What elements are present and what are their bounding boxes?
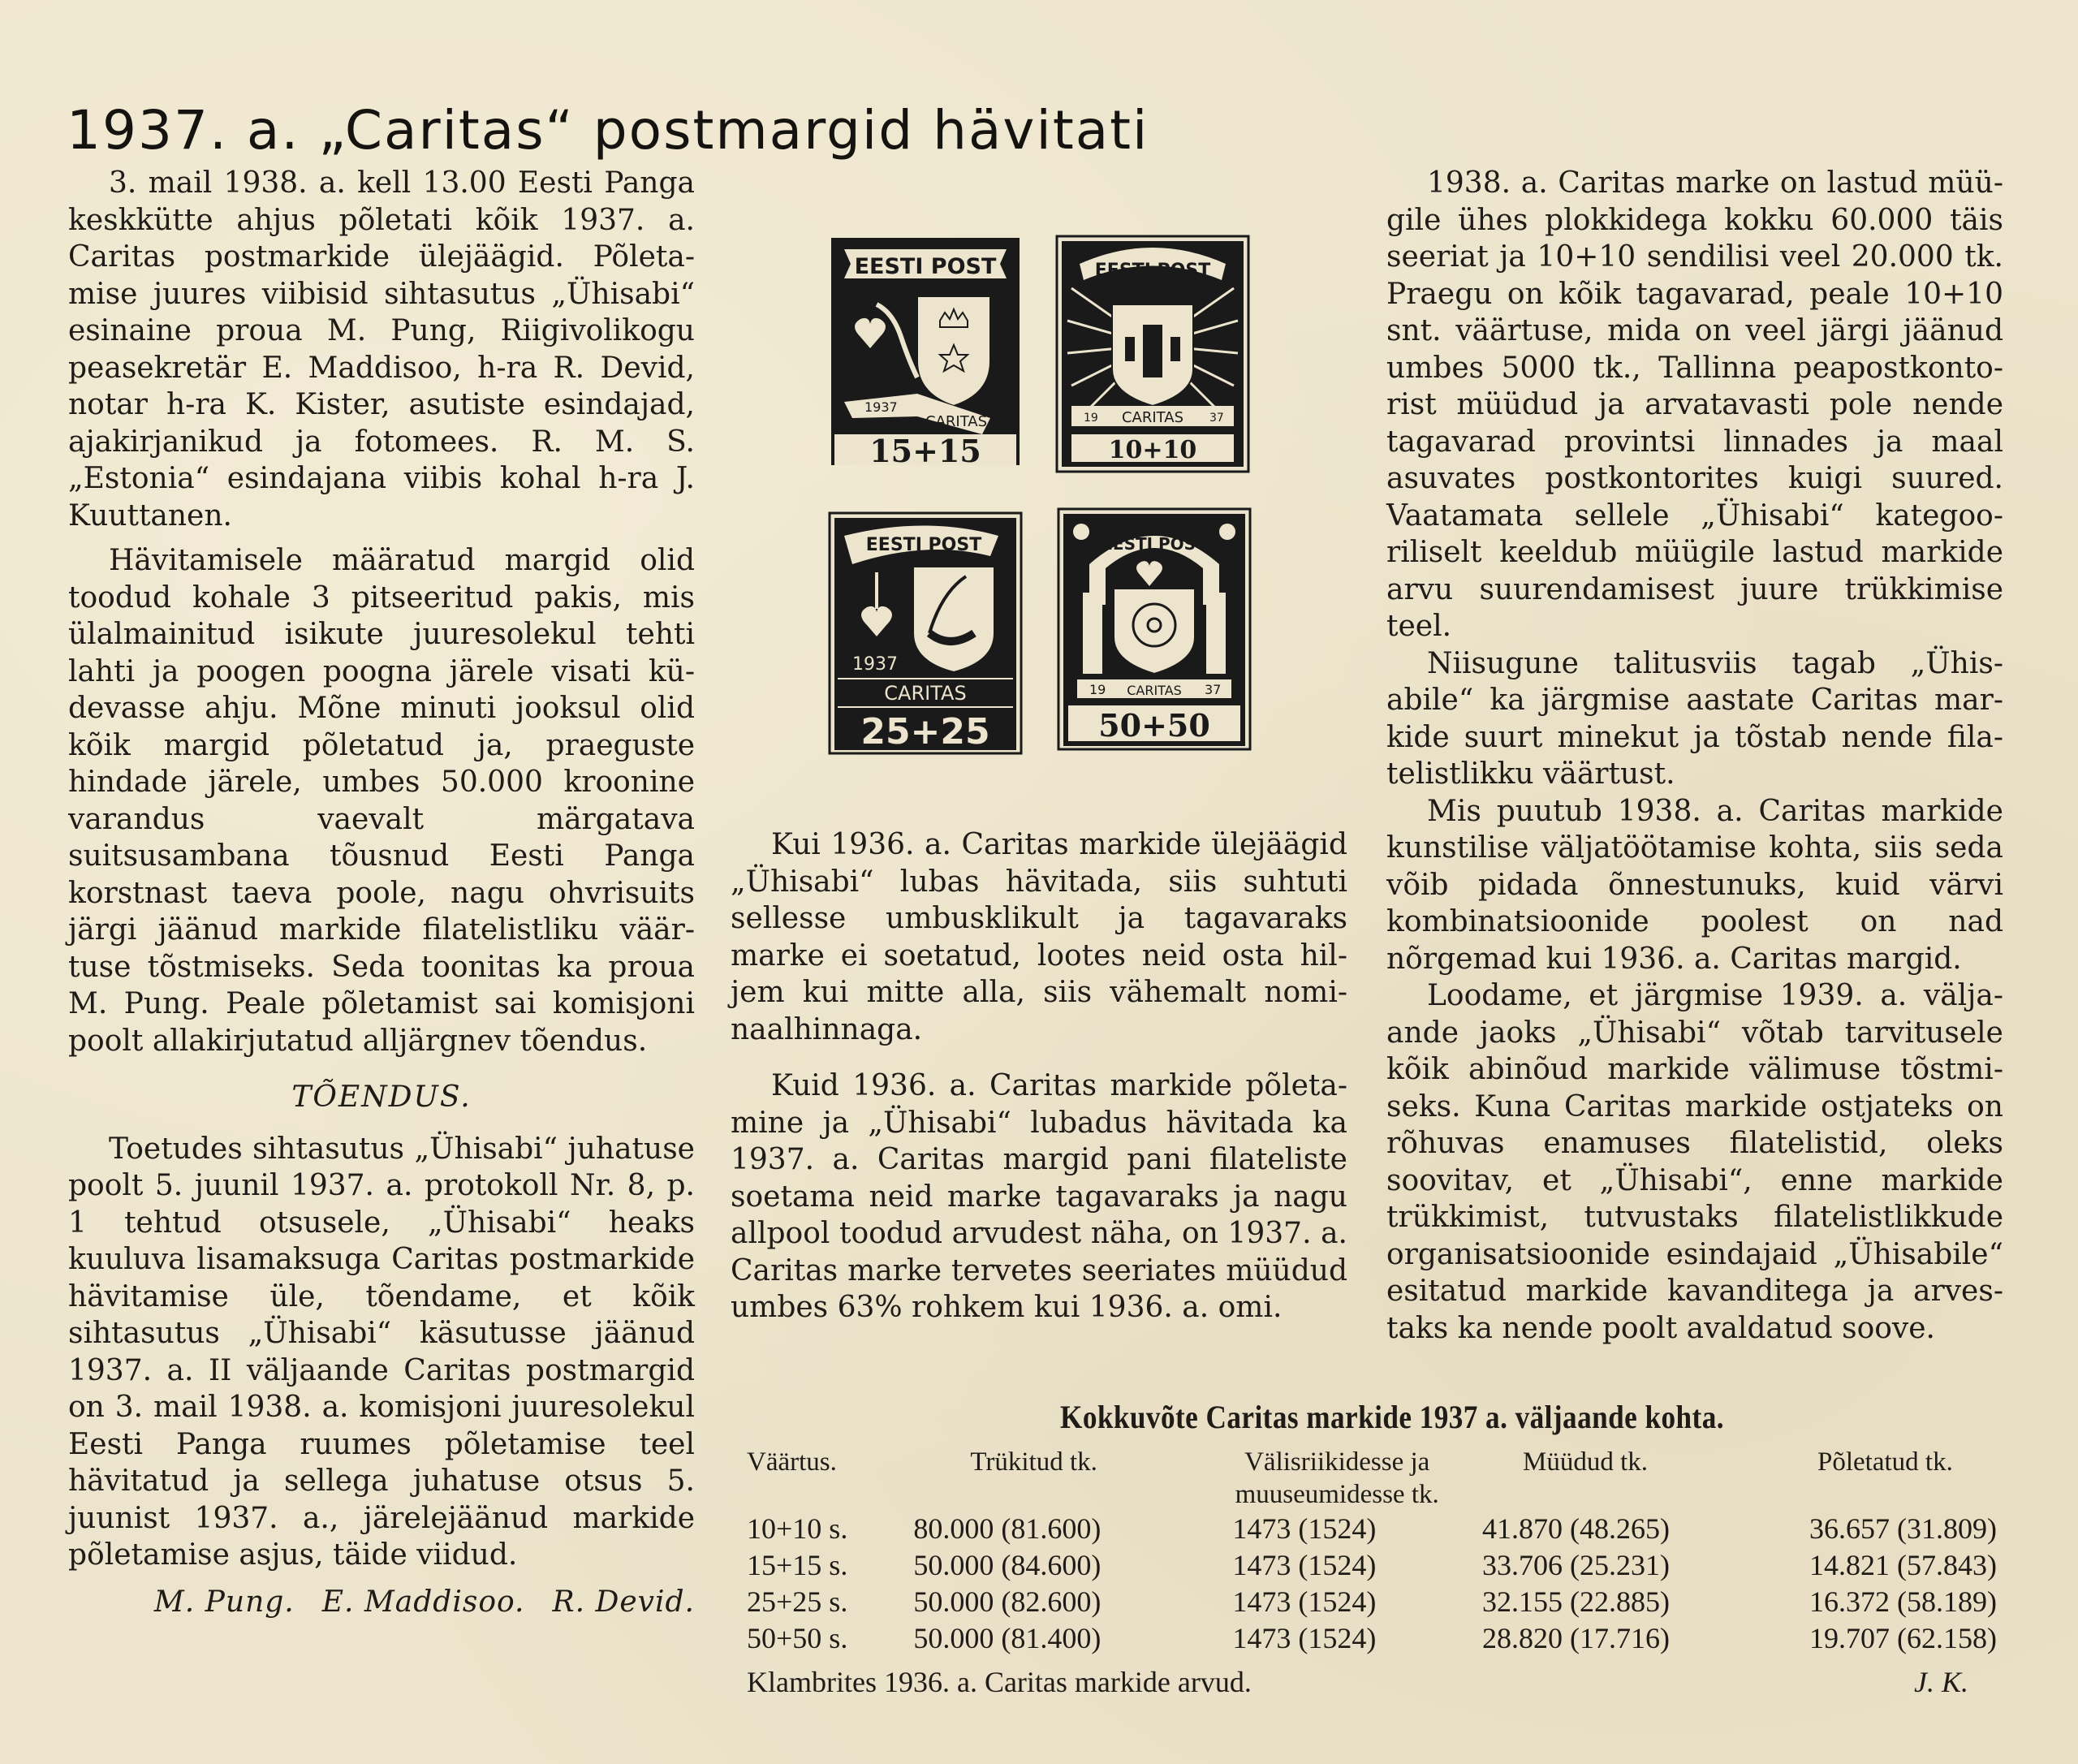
stamp-value: 10+10	[1108, 436, 1197, 464]
table-cell: 1473 (1524)	[1232, 1549, 1377, 1581]
table-cell: 80.000 (81.600)	[913, 1512, 1102, 1545]
table-footnote-row	[747, 1665, 1997, 1699]
table-cell: 10+10 s.	[747, 1512, 848, 1545]
paragraph: Hävitamisele määratud margid olid toodud kohale 3 pitseeritud pakis, mis ülalmainitud isikute juuresolekul tehti lahti ja poogen poogna järele visati küdevasse ahju. Mõne minuti jooksul olid kõik margid põletatud ja, praeguste hindade järele, umbes 50.000 kroonine varandus vaevalt märgatava suitsusambana tõusnud Eesti Panga korstnast taeva poole, nagu ohvrisuits järgi jäänud markide filatelistliku väärtuse tõstmiseks. Seda toonitas ka proua M. Pung. Peale põletamist sai komisjoni poolt allakirjutatud alljärgnev tõendus.	[68, 544, 695, 1058]
author-initials: J. K.	[1914, 1666, 1968, 1698]
paragraph: 1938. a. Caritas marke on lastud müügile ühes plokkidega kokku 60.000 täis seeriat ja 10+10 sendilisi veel 20.000 tk. Praegu on kõik tagavarad, peale 10+10 snt. väärtuse, mida on veel järgi jäänud umbes 5000 tk., Tallinna peapostkontorist müüdud ja arvatavasti pole nende tagavarad provintsi linnades ja maal asuvates postkontorites kuigi suured. Vaatamata sellele „Ühisabi“ kategooriliselt keeldub müügile lastud markide arvu suurendamisest juure trükkimise teel.	[1386, 166, 2003, 643]
stamp-value: 50+50	[1098, 707, 1210, 744]
paragraph: Mis puutub 1938. a. Caritas markide kunstilise väljatöötamise kohta, siis seda võib pidada õnnestunuks, kuid värvi kombinatsioonide poolest on nad nõrgemad kui 1936. a. Caritas margid.	[1386, 794, 2003, 976]
paragraph: Loodame, et järgmise 1939. a. väljaande jaoks „Ühisabi“ võtab tarvitusele kõik abinõud markide välimuse tõstmiseks. Kuna Caritas markide ostjateks on rõhuvas enamuses filatelistid, oleks soovitav, et „Ühisabi“, enne markide trükkimist, tutvustaks filatelistlikkude organisatsioonide esindajaid „Ühisabile“ esitatud markide kavanditega ja arvestaks ka nende poolt avaldatud soove.	[1386, 979, 2003, 1345]
signatures	[68, 1584, 695, 1621]
stamp-caption: CARITAS	[1127, 683, 1182, 698]
article-title: 1937. a. „Caritas“ postmargid hävitati	[67, 99, 1149, 162]
table-cell: 15+15 s.	[747, 1549, 848, 1581]
stamp-25-25	[828, 511, 1023, 755]
table-cell: 25+25 s.	[747, 1585, 848, 1618]
table-header-row	[747, 1446, 1997, 1511]
table-row	[747, 1511, 1997, 1547]
stamp-value: 15+15	[869, 433, 981, 469]
table-cell: 50+50 s.	[747, 1622, 848, 1654]
table-cell: 28.820 (17.716)	[1482, 1622, 1671, 1654]
table-cell: 1473 (1524)	[1232, 1622, 1377, 1654]
stamp-illustrations	[828, 231, 1250, 759]
paragraph: Kui 1936. a. Caritas markide ülejäägid „Ühisabi“ lubas hävitada, siis suhtuti sellesse umbusklikult ja tagavaraks marke ei soetatud, lootes neid osta hiljem kui mitte alla, siis vähemalt nominaalhinnaga.	[731, 828, 1347, 1046]
paragraph: Kuid 1936. a. Caritas markide põletamine ja „Ühisabi“ lubadus hävitada ka 1937. a. Caritas margid pani filateliste soetama neid marke tagavaraks ja nagu allpool toodud arvudest näha, on 1937. a. Caritas marke tervetes seeriates müüdud umbes 63% rohkem kui 1936. a. omi.	[731, 1069, 1347, 1324]
stamp-caption: CARITAS	[884, 682, 967, 705]
signature: M. Pung.	[153, 1585, 295, 1619]
table-cell: 50.000 (81.400)	[913, 1622, 1102, 1654]
paragraph: 3. mail 1938. a. kell 13.00 Eesti Panga keskkütte ahjus põletati kõik 1937. a. Caritas postmarkide ülejäägid. Põletamise juures viibisid sihtasutus „Ühisabi“ esinaine proua M. Pung, Riigivolikogu peasekretär E. Maddisoo, h-ra R. Devid, notar h-ra K. Kister, asutiste esindajad, ajakirjanikud ja fotomees. R. M. S. „Estonia“ esindajana viibis kohal h-ra J. Kuuttanen.	[68, 166, 695, 533]
table-cell: 41.870 (48.265)	[1482, 1512, 1671, 1545]
table-footnote: Klambrites 1936. a. Caritas markide arvud.	[747, 1666, 1252, 1698]
table-cell: 50.000 (84.600)	[913, 1549, 1102, 1581]
left-column	[68, 165, 695, 1620]
stamp-header: EESTI POST	[1094, 261, 1211, 281]
stamp-year-left: 19	[1089, 682, 1106, 697]
certificate-text: Toetudes sihtasutus „Ühisabi“ juhatuse poolt 5. juunil 1937. a. protokoll Nr. 8, p. 1 tehtud otsusele, „Ühisabi“ heaks kuuluva lisamaksuga Caritas postmarkide hävitamise üle, tõendame, et kõik sihtasutus „Ühisabi“ käsutusse jäänud 1937. a. II väljaande Caritas postmargid on 3. mail 1938. a. komisjoni juuresolekul Eesti Panga ruumes põletamise teel hävitatud ja sellega juhatuse otsus 5. juunist 1937. a., järelejäänud markide põletamise asjus, täide viidud.	[68, 1132, 695, 1572]
table-cell: 50.000 (82.600)	[913, 1585, 1102, 1618]
stamp-year-left: 19	[1084, 412, 1098, 425]
stamp-15-15	[828, 231, 1023, 475]
right-column	[1386, 165, 2003, 1347]
table-row	[747, 1547, 1997, 1584]
stamp-year: 1937	[864, 399, 898, 415]
column-header: Põletatud tk.	[1817, 1447, 1953, 1477]
signature: E. Maddisoo.	[321, 1585, 525, 1619]
table-title: Kokkuvõte Caritas markide 1937 a. väljaande kohta.	[1060, 1399, 1724, 1435]
table-cell: 33.706 (25.231)	[1482, 1549, 1671, 1581]
stamp-caption: CARITAS	[925, 413, 988, 430]
stamp-image	[1055, 231, 1250, 475]
signature: R. Devid.	[552, 1585, 695, 1619]
table-cell: 36.657 (31.809)	[1809, 1512, 1997, 1545]
paragraph: Niisugune talitusviis tagab „Ühisabile“ ka järgmise aastate Caritas markide suurt minekut ja tõstab nende filatelistlikku väärtust.	[1386, 646, 2003, 791]
table-cell: 1473 (1524)	[1232, 1585, 1377, 1618]
column-header: Trükitud tk.	[970, 1447, 1097, 1477]
table-cell: 14.821 (57.843)	[1809, 1549, 1997, 1581]
stamp-header: EESTI POST	[854, 254, 997, 279]
stamp-10-10	[1055, 231, 1250, 475]
column-header: Välisriikidesse ja muuseumidesse tk.	[1235, 1447, 1439, 1509]
column-header: Väärtus.	[747, 1447, 837, 1477]
stamp-image	[828, 231, 1023, 475]
table-cell: 32.155 (22.885)	[1482, 1585, 1671, 1618]
summary-table	[747, 1446, 1997, 1657]
stamp-50-50	[1057, 507, 1252, 751]
stamp-caption: CARITAS	[1121, 409, 1184, 426]
table-cell: 1473 (1524)	[1232, 1512, 1377, 1545]
table-row	[747, 1584, 1997, 1620]
stamp-year-right: 37	[1205, 682, 1222, 697]
stamp-year: 1937	[852, 654, 898, 675]
table-cell: 16.372 (58.189)	[1809, 1585, 1997, 1618]
stamp-value: 25+25	[860, 711, 990, 753]
stamp-image	[1057, 507, 1252, 751]
stamp-header: EESTI POST	[1102, 534, 1207, 554]
table-cell: 19.707 (62.158)	[1809, 1622, 1997, 1654]
summary-table-section	[747, 1398, 1997, 1699]
stamp-image	[828, 511, 1023, 755]
stamp-header: EESTI POST	[865, 535, 982, 555]
stamp-year-right: 37	[1209, 412, 1224, 425]
middle-column	[731, 826, 1347, 1326]
column-header: Müüdud tk.	[1523, 1447, 1649, 1477]
table-row	[747, 1620, 1997, 1657]
certificate-heading: TÕENDUS.	[291, 1080, 472, 1114]
